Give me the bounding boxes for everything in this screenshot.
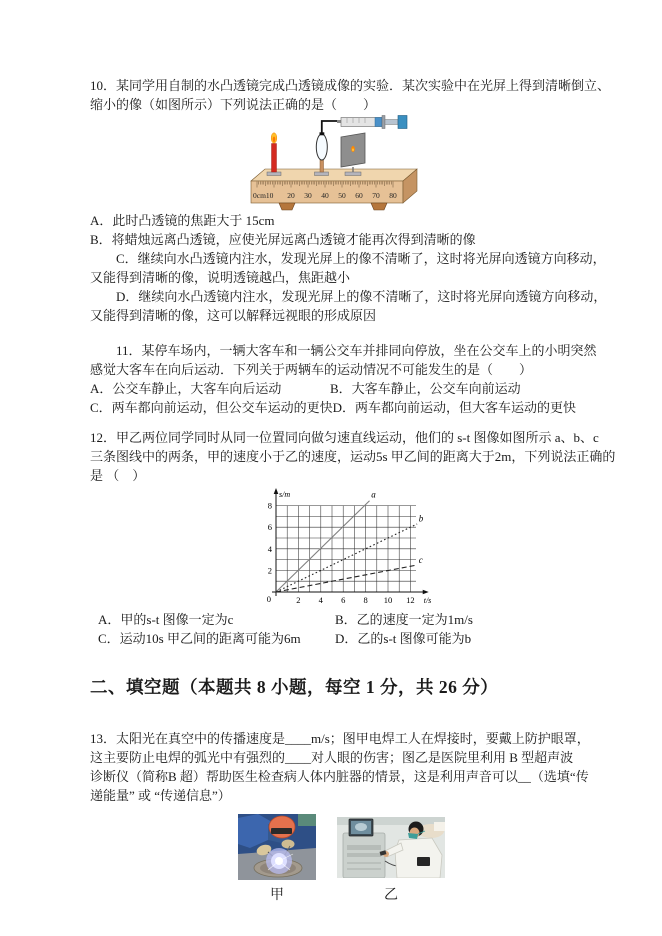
svg-text:4: 4: [318, 595, 323, 605]
q12-line-1: 12．甲乙两位同学同时从同一位置同向做匀速直线运动，他们的 s-t 图像如图所示 a、b、c: [90, 430, 599, 445]
svg-text:s/m: s/m: [279, 490, 291, 499]
svg-text:a: a: [371, 489, 376, 500]
ruler-label: 80: [389, 191, 397, 200]
section-2-heading: 二、填空题（本题共 8 小题，每空 1 分，共 26 分）: [90, 677, 499, 697]
ruler-label: 60: [355, 191, 363, 200]
svg-text:2: 2: [296, 595, 301, 605]
syringe-icon: [322, 116, 407, 134]
photo-label-jia: 甲: [270, 888, 284, 903]
ruler-label: 30: [304, 191, 312, 200]
q11-option-d: D．两车都向前运动，但大客车运动的更快: [332, 400, 577, 415]
svg-text:8: 8: [267, 500, 272, 511]
q12-line-2: 三条图线中的两条，甲的速度小于乙的速度，运动5s 甲乙间的距离大于2m，下列说法正确的: [90, 449, 616, 464]
svg-text:6: 6: [341, 595, 346, 605]
svg-text:0: 0: [266, 594, 271, 604]
q10-option-d1: D．继续向水凸透镜内注水，发现光屏上的像不清晰了，这时将光屏向透镜方向移动，: [90, 289, 607, 304]
st-graph-figure: [248, 486, 433, 608]
ultrasound-photo-illustration: [337, 817, 445, 878]
optical-bench-figure: [243, 111, 421, 211]
q12-line-3: 是 （ ）: [90, 468, 146, 483]
ruler-label: 20: [287, 191, 295, 200]
q12-option-a: A．甲的s-t 图像一定为c: [98, 612, 234, 627]
ruler-label: 40: [321, 191, 329, 200]
optical-bench-illustration: [243, 111, 421, 211]
svg-text:6: 6: [267, 522, 272, 533]
st-graph: [248, 486, 433, 608]
q10-line-1: 10．某同学用自制的水凸透镜完成凸透镜成像的实验．某次实验中在光屏上得到清晰倒立、: [90, 78, 611, 93]
q13-line-4: 递能量” 或 “传递信息”）: [90, 788, 231, 803]
q10-option-c2: 又能得到清晰的像，说明透镜越凸，焦距越小: [90, 270, 351, 285]
q12-option-c: C．运动10s 甲乙间的距离可能为6m: [98, 631, 301, 646]
q10-option-a: A．此时凸透镜的焦距大于 15cm: [90, 213, 275, 228]
svg-text:12: 12: [406, 595, 415, 605]
bench-leg-left: [279, 203, 295, 210]
photo-label-yi: 乙: [384, 888, 398, 903]
q11-options-row-1: [90, 379, 595, 398]
q13-line-2: 这主要防止电焊的弧光中有强烈的____对人眼的伤害；图乙是医院里利用 B 型超声波: [90, 750, 574, 765]
q11-line-2: 感觉大客车在向后运动．下列关于两辆车的运动情况不可能发生的是（ ）: [90, 362, 533, 377]
q10-line-2: 缩小的像（如图所示）下列说法正确的是（ ）: [90, 97, 377, 112]
svg-text:c: c: [418, 554, 423, 565]
q13-line-1: 13．太阳光在真空中的传播速度是____m/s；图甲电焊工人在焊接时，要戴上防护眼罩，: [90, 731, 590, 746]
q10-option-c1: C．继续向水凸透镜内注水，发现光屏上的像不清晰了，这时将光屏向透镜方向移动，: [90, 251, 606, 266]
welding-photo-illustration: [238, 814, 316, 880]
ruler-label: 50: [338, 191, 346, 200]
svg-text:t/s: t/s: [423, 596, 432, 605]
svg-text:10: 10: [383, 595, 393, 605]
svg-text:b: b: [418, 513, 424, 524]
svg-text:2: 2: [267, 565, 272, 576]
q12-option-d: D．乙的s-t 图像可能为b: [335, 631, 472, 646]
svg-text:8: 8: [363, 595, 368, 605]
welding-helmet: [269, 816, 295, 838]
q11-options-row-2: [90, 398, 595, 417]
q12-option-b: B．乙的速度一定为1m/s: [335, 612, 473, 627]
welding-photo: [238, 814, 316, 880]
q11-option-a: A．公交车静止，大客车向后运动: [90, 381, 282, 396]
svg-text:4: 4: [267, 543, 272, 554]
q10-option-d2: 又能得到清晰的像，这可以解释远视眼的形成原因: [90, 308, 377, 323]
ruler-label: 0cm10: [253, 191, 274, 200]
ultrasound-photo: [337, 817, 445, 878]
q11-option-b: B．大客车静止，公交车向前运动: [330, 381, 521, 396]
q11-option-c: C．两车都向前运动，但公交车运动的更快: [90, 400, 333, 415]
q13-line-3: 诊断仪（简称B 超）帮助医生检查病人体内脏器的情景，这是利用声音可以__（选填“传: [90, 769, 589, 784]
q11-line-1: 11．某停车场内，一辆大客车和一辆公交车并排同向停放，坐在公交车上的小明突然: [90, 343, 597, 358]
q12-options-row-1: [98, 610, 603, 629]
ruler-label: 70: [372, 191, 380, 200]
bench-leg-right: [371, 203, 387, 210]
q10-option-b: B．将蜡烛远离凸透镜，应使光屏远离凸透镜才能再次得到清晰的像: [90, 232, 476, 247]
q12-options-row-2: [98, 629, 603, 648]
